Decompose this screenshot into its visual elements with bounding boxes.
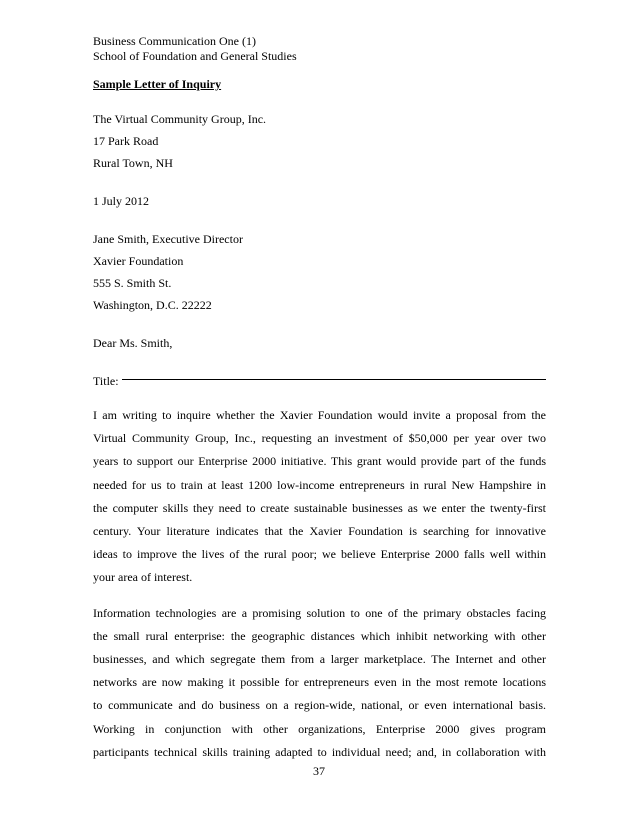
paragraph-line: businesses, and which segregate them from a larger marketplace. The Internet and other [93,652,546,667]
course-header: Business Communication One (1) [93,34,256,48]
paragraph-line: the computer skills they need to create sustainable businesses as we enter the twenty-first [93,500,546,515]
body-paragraph-2 [93,602,546,764]
letter-date-block [93,190,546,212]
paragraph-line: Working in conjunction with other organizations, Enterprise 2000 gives program [93,721,546,736]
salutation: Dear Ms. Smith, [93,336,173,350]
paragraph-line: needed for us to train at least 1200 low-income entrepreneurs in rural New Hampshire in [93,477,546,492]
paragraph-line: Information technologies are a promising solution to one of the primary obstacles facing [93,605,546,620]
salutation-block [93,332,546,354]
paragraph-line: networks are now making it possible for entrepreneurs even in the most remote locations [93,675,546,690]
title-field [93,370,546,392]
paragraph-line: to communicate and do business on a region-wide, national, or even international basis. [93,698,546,713]
document-page [93,34,546,764]
recipient-address [93,228,546,316]
paragraph-line: ideas to improve the lives of the rural poor; we believe Enterprise 2000 falls well within [93,547,546,562]
paragraph-line: century. Your literature indicates that the Xavier Foundation is searching for innovative [93,524,546,539]
recipient-name-title: Jane Smith, Executive Director [93,232,243,246]
paragraph-line: Virtual Community Group, Inc., requesting an investment of $50,000 per year over two [93,431,546,446]
sender-name: The Virtual Community Group, Inc. [93,112,267,126]
recipient-city: Washington, D.C. 22222 [93,298,212,312]
title-field-label: Title: [93,374,119,388]
paragraph-line: years to support our Enterprise 2000 initiative. This grant would provide part of the funds [93,454,546,469]
recipient-street: 555 S. Smith St. [93,276,172,290]
paragraph-line: the small rural enterprise: the geographic distances which inhibit networking with other [93,628,546,643]
sender-city: Rural Town, NH [93,156,173,170]
title-blank-line [122,379,546,380]
body-paragraph-1 [93,404,546,590]
paragraph-line: your area of interest. [93,570,193,585]
document-title: Sample Letter of Inquiry [93,77,222,91]
school-header: School of Foundation and General Studies [93,49,297,63]
paragraph-line: I am writing to inquire whether the Xavier Foundation would invite a proposal from the [93,408,546,422]
sender-street: 17 Park Road [93,134,159,148]
recipient-organization: Xavier Foundation [93,254,184,268]
letter-date: 1 July 2012 [93,194,150,208]
paragraph-line: participants technical skills training adapted to individual need; and, in collaboration with [93,744,546,759]
sender-address [93,108,546,174]
page-number: 37 [313,764,325,778]
